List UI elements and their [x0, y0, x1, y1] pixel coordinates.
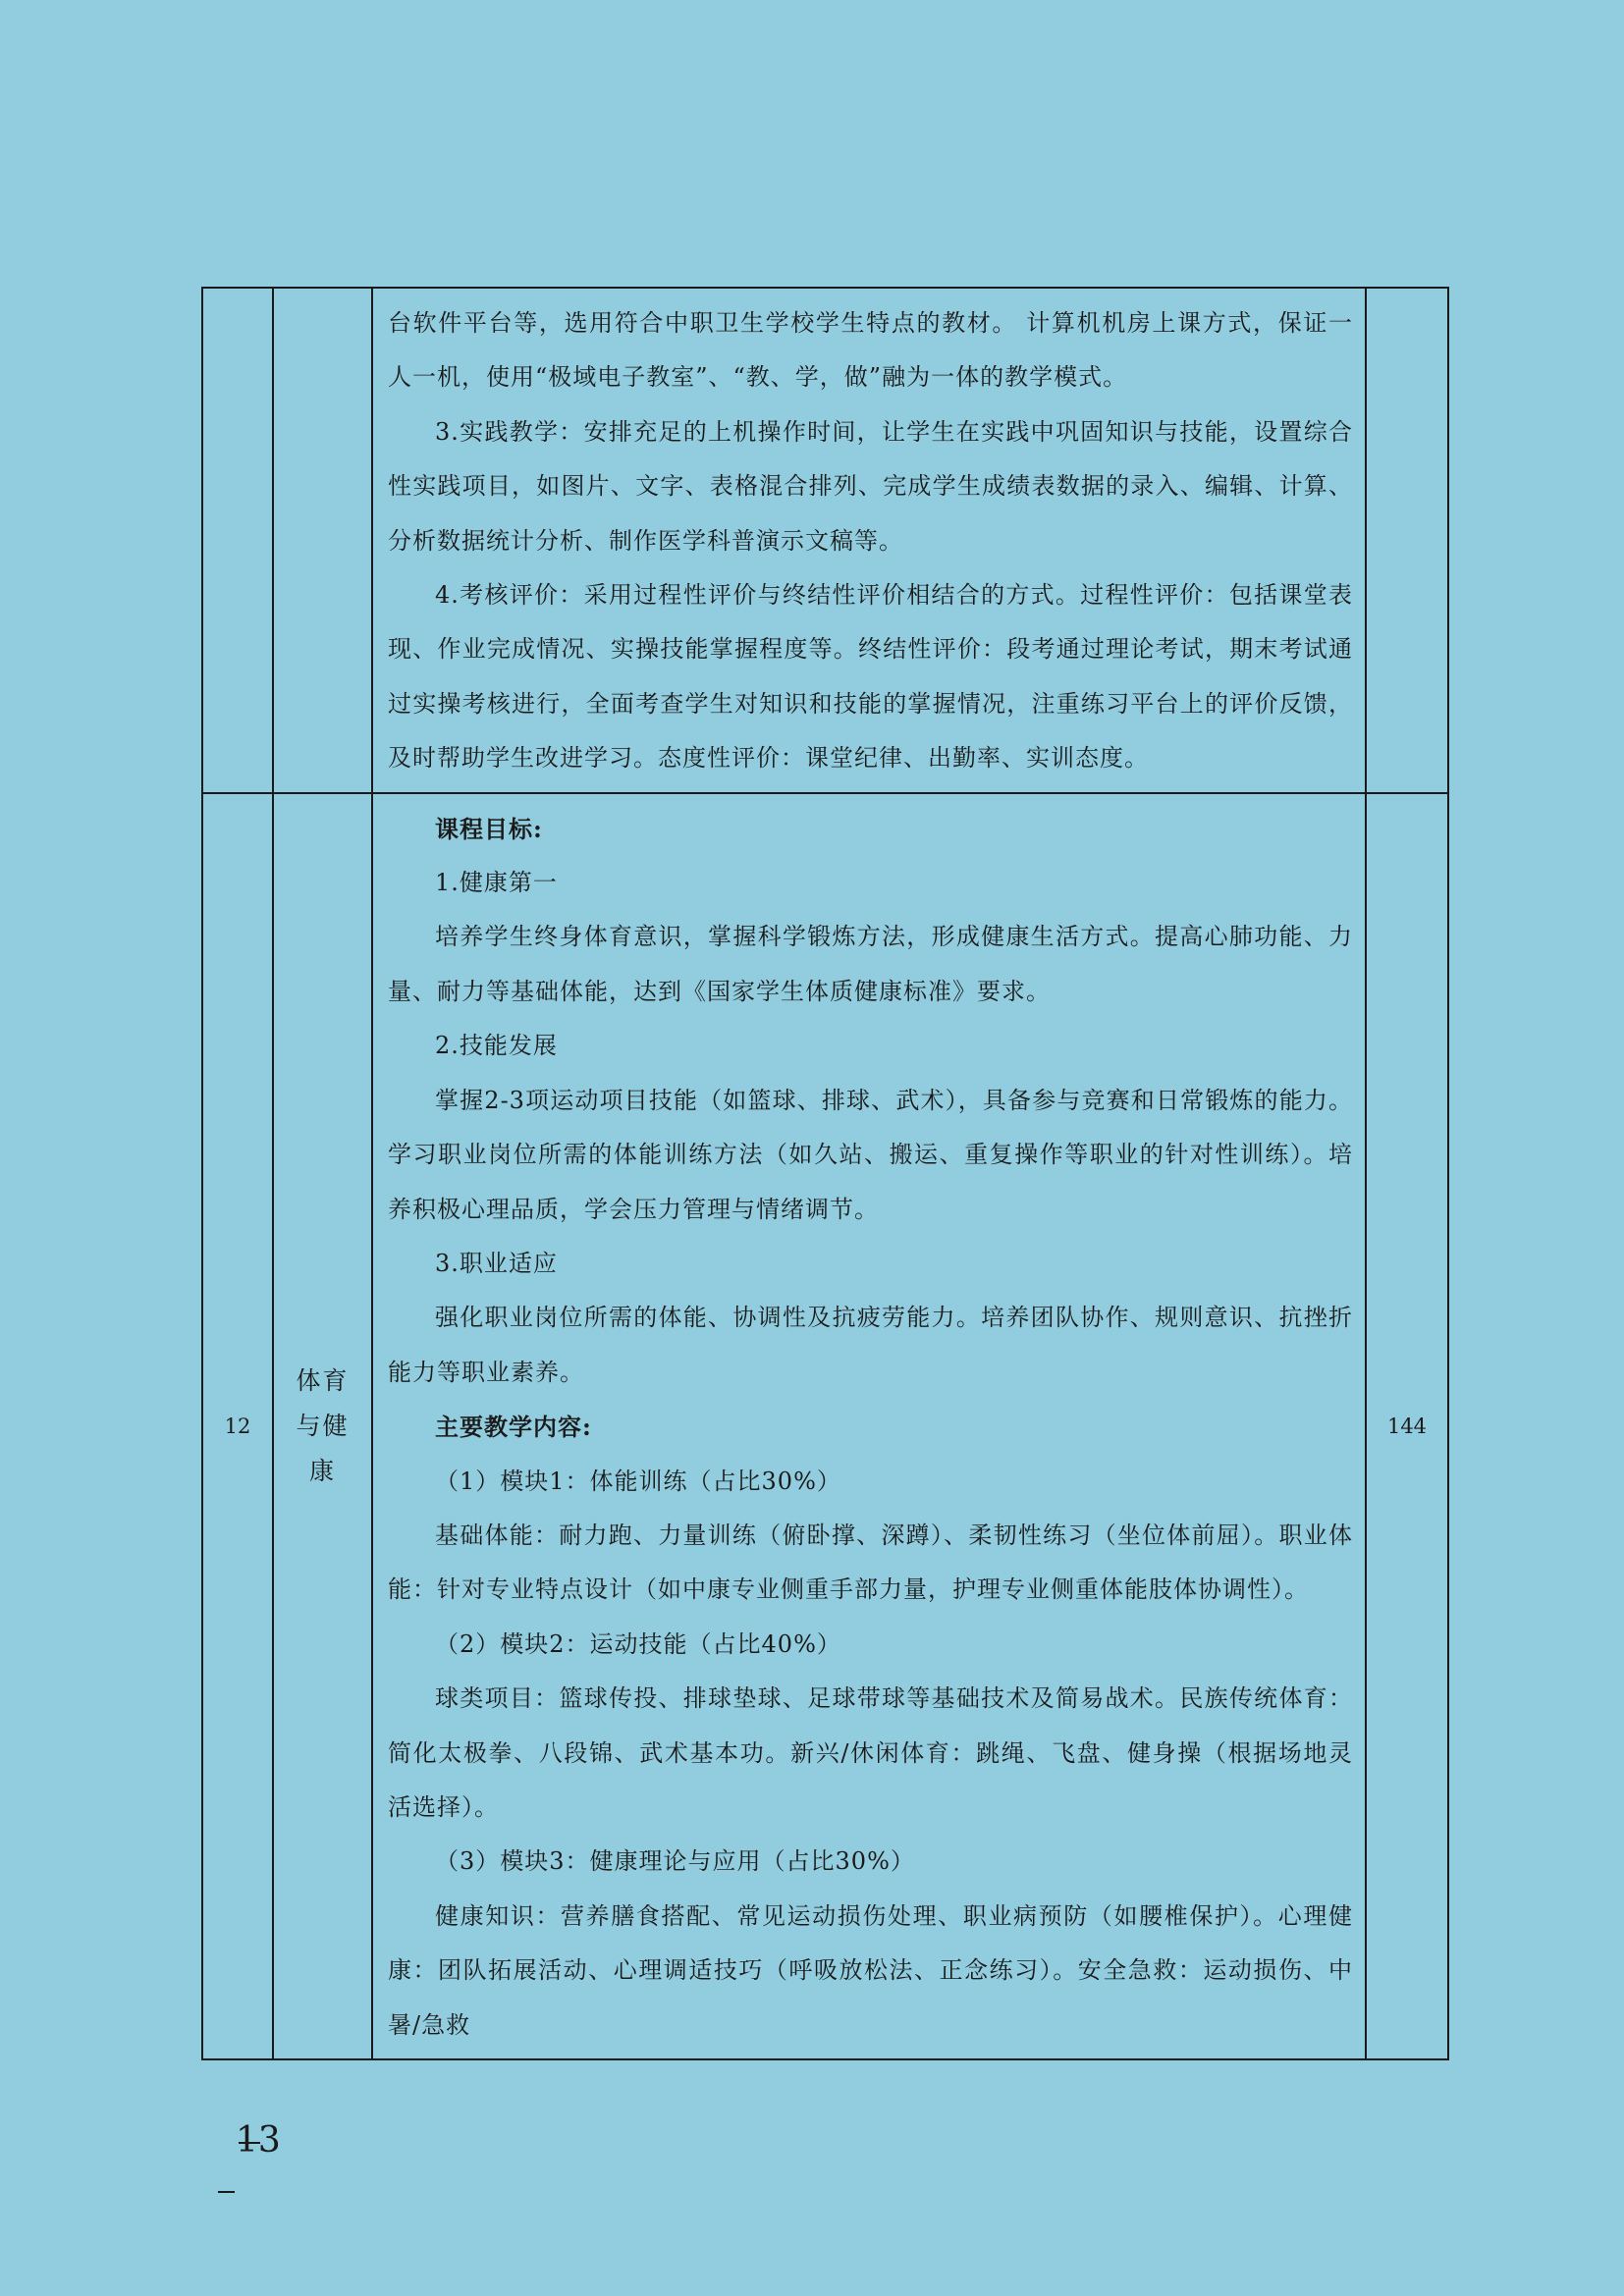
- course-hours-cell: 144: [1366, 793, 1448, 2059]
- content-paragraph: 台软件平台等，选用符合中职卫生学校学生特点的教材。 计算机机房上课方式，保证一人一机，使用“极域电子教室”、“教、学，做”融为一体的教学模式。: [388, 309, 1353, 392]
- module-heading: （3）模块3：健康理论与应用（占比30%）: [435, 1847, 915, 1876]
- content-paragraph: 球类项目：篮球传投、排球垫球、足球带球等基础技术及简易战术。民族传统体育：简化太极拳、八段锦、武术基本功。新兴/休闲体育：跳绳、飞盘、健身操（根据场地灵活选择）。: [388, 1684, 1353, 1821]
- course-number-cell: [202, 288, 273, 793]
- content-paragraph: 基础体能：耐力跑、力量训练（俯卧撑、深蹲）、柔韧性练习（坐位体前屈）。职业体能：针对专业特点设计（如中康专业侧重手部力量，护理专业侧重体能肢体协调性）。: [388, 1521, 1353, 1604]
- page-number-dash: [218, 2191, 235, 2193]
- content-paragraph: 健康知识：营养膳食搭配、常见运动损伤处理、职业病预防（如腰椎保护）。心理健康：团队拓展活动、心理调适技巧（呼吸放松法、正念练习）。安全急救：运动损伤、中暑/急救: [388, 1901, 1353, 2039]
- course-number-cell: 12: [202, 793, 273, 2059]
- content-paragraph: 4.考核评价：采用过程性评价与终结性评价相结合的方式。过程性评价：包括课堂表现、作业完成情况、实操技能掌握程度等。终结性评价：段考通过理论考试，期末考试通过实操考核进行，全面考查学生对知识和技能的掌握情况，注重练习平台上的评价反馈，及时帮助学生改进学习。态度性评价：课堂纪律、出勤率、实训态度。: [388, 581, 1353, 773]
- content-paragraph: 掌握2-3项运动项目技能（如篮球、排球、武术），具备参与竞赛和日常锻炼的能力。学习职业岗位所需的体能训练方法（如久站、搬运、重复操作等职业的针对性训练）。培养积极心理品质，学会压力管理与情绪调节。: [388, 1086, 1353, 1223]
- table-row: [202, 793, 1448, 2059]
- content-paragraph: 3.实践教学：安排充足的上机操作时间，让学生在实践中巩固知识与技能，设置综合性实践项目，如图片、文字、表格混合排列、完成学生成绩表数据的录入、编辑、计算、分析数据统计分析、制作医学科普演示文稿等。: [388, 417, 1353, 555]
- content-paragraph: 培养学生终身体育意识，掌握科学锻炼方法，形成健康生活方式。提高心肺功能、力量、耐力等基础体能，达到《国家学生体质健康标准》要求。: [388, 923, 1353, 1005]
- curriculum-table: [201, 287, 1449, 2060]
- module-heading: （2）模块2：运动技能（占比40%）: [435, 1629, 841, 1658]
- module-heading: （1）模块1：体能训练（占比30%）: [435, 1467, 841, 1495]
- course-content-cell: [372, 793, 1366, 2059]
- course-name-cell: [273, 288, 372, 793]
- page-number: 13: [236, 2120, 281, 2161]
- content-paragraph: 强化职业岗位所需的体能、协调性及抗疲劳能力。培养团队协作、规则意识、抗挫折能力等职业素养。: [388, 1304, 1353, 1386]
- course-name-line: 与健: [296, 1411, 350, 1440]
- course-name-line: 康: [308, 1456, 336, 1485]
- section-heading: 主要教学内容:: [435, 1413, 592, 1442]
- subsection-heading: 3.职业适应: [435, 1249, 558, 1277]
- subsection-heading: 2.技能发展: [435, 1032, 558, 1060]
- table-row: [202, 288, 1448, 793]
- course-name-cell: [273, 793, 372, 2059]
- course-name-line: 体育: [296, 1365, 350, 1395]
- subsection-heading: 1.健康第一: [435, 869, 558, 897]
- course-hours-cell: [1366, 288, 1448, 793]
- section-heading: 课程目标:: [435, 814, 543, 843]
- course-content-cell: [372, 288, 1366, 793]
